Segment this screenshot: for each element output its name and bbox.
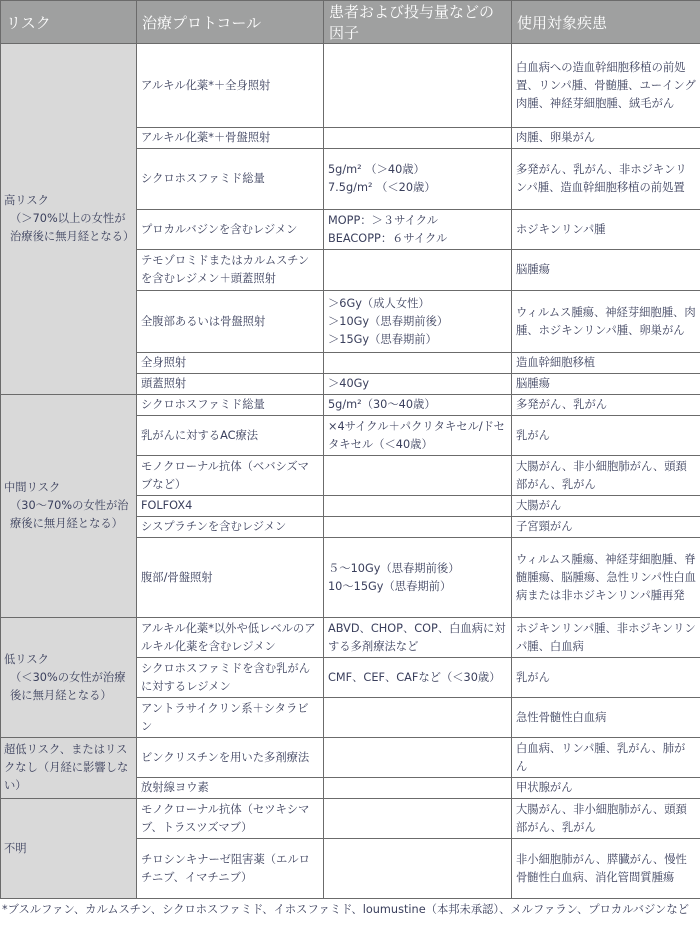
disease-cell: 多発がん、乳がん、非ホジキンリンパ腫、造血幹細胞移植の前処置: [512, 149, 700, 210]
factors-cell: [324, 128, 512, 149]
factors-cell: [324, 149, 512, 210]
factors-cell: [324, 291, 512, 353]
risk-title: 超低リスク、またはリスクなし（月経に影響しない）: [4, 743, 129, 792]
disease-cell: 急性骨髄性白血病: [512, 698, 700, 738]
disease-cell: 大腸がん、非小細胞肺がん、頭頚部がん、乳がん: [512, 799, 700, 839]
factors-cell: [324, 799, 512, 839]
disease-cell: 大腸がん: [512, 496, 700, 517]
protocol-cell: シクロホスファミドを含む乳がんに対するレジメン: [137, 658, 324, 698]
risk-group-mid: [1, 395, 137, 618]
protocol-cell: シクロホスファミド総量: [137, 395, 324, 416]
factors-cell: [324, 778, 512, 799]
factor-line: ５〜10Gy（思春期前後）: [328, 561, 460, 575]
factor-line: BEACOPP：６サイクル: [328, 231, 448, 245]
disease-cell: 大腸がん、非小細胞肺がん、頭頚部がん、乳がん: [512, 456, 700, 496]
table-row: [1, 738, 700, 778]
disease-cell: ウィルムス腫瘍、神経芽細胞腫、脊髄腫瘍、脳腫瘍、急性リンパ性白血病または非ホジキンリンパ腫再発: [512, 538, 700, 618]
protocol-cell: モノクローナル抗体（セツキシマブ、トラスツズマブ）: [137, 799, 324, 839]
protocol-cell: アルキル化薬*以外や低レベルのアルキル化薬を含むレジメン: [137, 618, 324, 658]
protocol-cell: モノクローナル抗体（ベバシズマブなど）: [137, 456, 324, 496]
factor-line: 10〜15Gy（思春期前）: [328, 579, 452, 593]
disease-cell: 脳腫瘍: [512, 374, 700, 395]
risk-title: 中間リスク: [4, 481, 61, 494]
table-row: [1, 799, 700, 839]
risk-group-low: [1, 618, 137, 738]
header-factors: 患者および投与量などの因子: [324, 1, 512, 44]
disease-cell: 子宮頸がん: [512, 517, 700, 538]
factors-cell: ABVD、CHOP、COP、白血病に対する多剤療法など: [324, 618, 512, 658]
factors-cell: ×4サイクル＋パクリタキセル/ドセタキセル（＜40歳）: [324, 416, 512, 456]
protocol-cell: プロカルバジンを含むレジメン: [137, 210, 324, 250]
factors-cell: [324, 538, 512, 618]
risk-title: 不明: [4, 841, 27, 855]
disease-cell: 脳腫瘍: [512, 250, 700, 291]
risk-title: 高リスク: [4, 194, 49, 207]
factor-line: 5g/m² （＞40歳）: [328, 163, 425, 176]
header-protocol: 治療プロトコール: [137, 1, 324, 44]
factors-cell: CMF、CEF、CAFなど（＜30歳）: [324, 658, 512, 698]
protocol-cell: ビンクリスチンを用いた多剤療法: [137, 738, 324, 778]
factors-cell: ＞40Gy: [324, 374, 512, 395]
risk-title: 低リスク: [4, 652, 49, 666]
factor-line: MOPP：＞３サイクル: [328, 213, 438, 227]
factors-cell: [324, 517, 512, 538]
table-row: [1, 395, 700, 416]
header-row: [1, 1, 700, 44]
disease-cell: 白血病、リンパ腫、乳がん、肺がん: [512, 738, 700, 778]
disease-cell: 甲状腺がん: [512, 778, 700, 799]
risk-group-unknown: [1, 799, 137, 899]
disease-cell: 乳がん: [512, 658, 700, 698]
factor-line: 7.5g/m² （＜20歳）: [328, 181, 436, 194]
disease-cell: 多発がん、乳がん: [512, 395, 700, 416]
factors-cell: [324, 250, 512, 291]
footnote: *ブスルファン、カルムスチン、シクロホスファミド、イホスファミド、loumustine（本邦未承認）、メルファラン、プロカルバジンなど: [2, 903, 689, 916]
factor-line: ＞10Gy（思春期前後）: [328, 314, 449, 328]
protocol-cell: 放射線ヨウ素: [137, 778, 324, 799]
factors-cell: [324, 210, 512, 250]
risk-subtitle: （＜30%の女性が治療後に無月経となる）: [10, 670, 126, 702]
header-disease: 使用対象疾患: [512, 1, 700, 44]
protocol-cell: 全腹部あるいは骨盤照射: [137, 291, 324, 353]
protocol-cell: テモゾロミドまたはカルムスチンを含むレジメン＋頭蓋照射: [137, 250, 324, 291]
factors-cell: [324, 496, 512, 517]
factor-line: ＞15Gy（思春期前）: [328, 332, 437, 346]
factors-cell: [324, 698, 512, 738]
risk-group-very-low: [1, 738, 137, 799]
disease-cell: 白血病への造血幹細胞移植の前処置、リンパ腫、骨髄腫、ユーイング肉腫、神経芽細胞腫、絨毛がん: [512, 44, 700, 128]
protocol-cell: FOLFOX4: [137, 496, 324, 517]
protocol-cell: アルキル化薬*＋全身照射: [137, 44, 324, 128]
disease-cell: 肉腫、卵巣がん: [512, 128, 700, 149]
disease-cell: ホジキンリンパ腫、非ホジキンリンパ腫、白血病: [512, 618, 700, 658]
protocol-cell: アントラサイクリン系＋シタラビン: [137, 698, 324, 738]
table-row: [1, 618, 700, 658]
table-row: [1, 44, 700, 128]
protocol-cell: シクロホスファミド総量: [137, 149, 324, 210]
disease-cell: 非小細胞肺がん、膵臓がん、慢性骨髄性白血病、消化管間質腫瘍: [512, 839, 700, 899]
protocol-cell: シスプラチンを含むレジメン: [137, 517, 324, 538]
factors-cell: [324, 456, 512, 496]
factors-cell: [324, 839, 512, 899]
protocol-cell: 乳がんに対するAC療法: [137, 416, 324, 456]
factors-cell: [324, 738, 512, 778]
factor-line: ＞6Gy（成人女性）: [328, 296, 430, 310]
protocol-cell: 全身照射: [137, 353, 324, 374]
risk-group-high: [1, 44, 137, 395]
disease-cell: ウィルムス腫瘍、神経芽細胞腫、肉腫、ホジキンリンパ腫、卵巣がん: [512, 291, 700, 353]
protocol-cell: 頭蓋照射: [137, 374, 324, 395]
header-risk: リスク: [1, 1, 137, 44]
risk-subtitle: （30〜70%の女性が治療後に無月経となる）: [10, 499, 129, 530]
protocol-cell: アルキル化薬*＋骨盤照射: [137, 128, 324, 149]
disease-cell: ホジキンリンパ腫: [512, 210, 700, 250]
factors-cell: [324, 44, 512, 128]
factors-cell: [324, 353, 512, 374]
protocol-cell: チロシンキナーゼ阻害薬（エルロチニブ、イマチニブ）: [137, 839, 324, 899]
disease-cell: 乳がん: [512, 416, 700, 456]
factors-cell: 5g/m²（30〜40歳）: [324, 395, 512, 416]
protocol-cell: 腹部/骨盤照射: [137, 538, 324, 618]
risk-subtitle: （＞70%以上の女性が治療後に無月経となる）: [10, 212, 135, 243]
disease-cell: 造血幹細胞移植: [512, 353, 700, 374]
